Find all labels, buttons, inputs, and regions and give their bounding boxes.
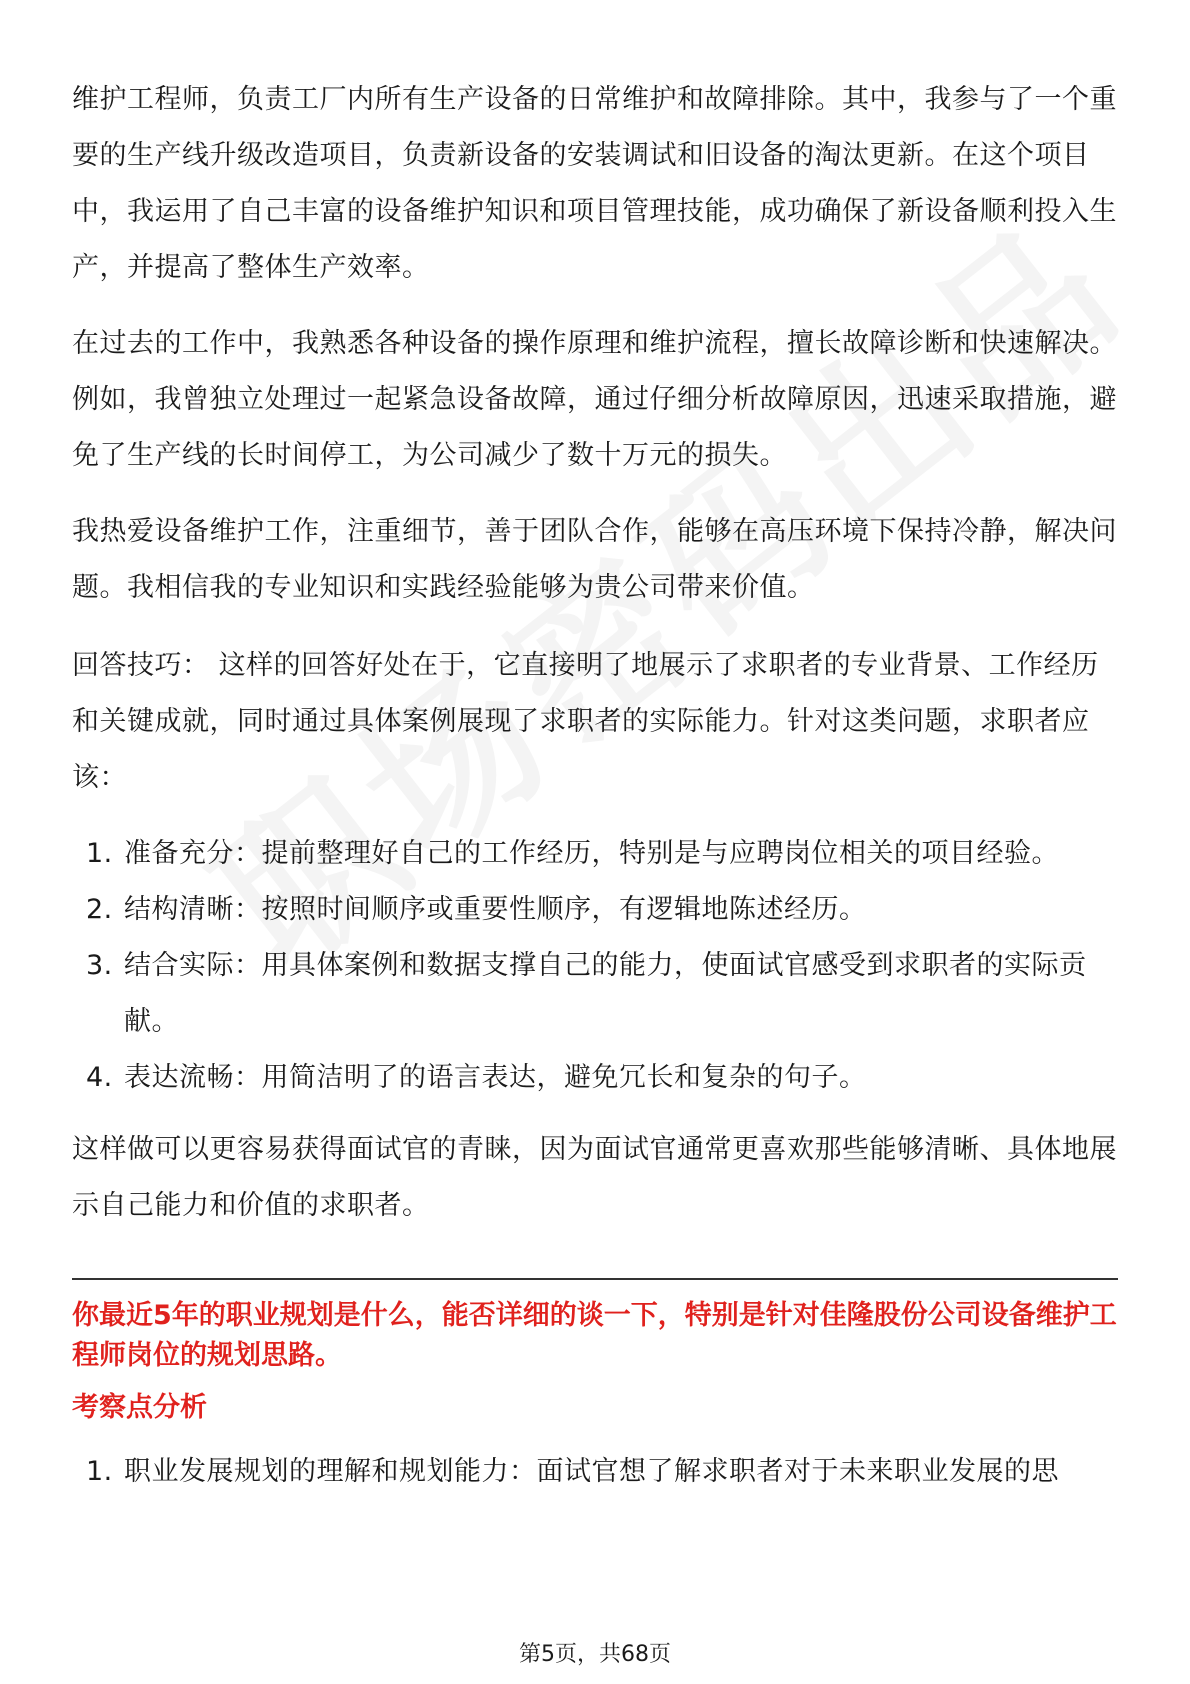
analysis-section-title bbox=[72, 1388, 1118, 1428]
section-title-text: 考察点分析 bbox=[72, 1392, 207, 1423]
list-item bbox=[72, 882, 1118, 938]
paragraph-text: 回答技巧： 这样的回答好处在于，它直接明了地展示了求职者的专业背景、工作经历和关键成就，同时通过具体案例展现了求职者的实际能力。针对这类问题，求职者应该： bbox=[72, 650, 1099, 793]
answer-paragraph-3 bbox=[72, 504, 1118, 616]
closing-paragraph bbox=[72, 1122, 1118, 1234]
list-number: 4. bbox=[86, 1062, 113, 1093]
paragraph-text: 这样做可以更容易获得面试官的青睐，因为面试官通常更喜欢那些能够清晰、具体地展示自己能力和价值的求职者。 bbox=[72, 1134, 1117, 1221]
cut-off-text bbox=[72, 0, 1118, 14]
paragraph-text: 我热爱设备维护工作，注重细节，善于团队合作，能够在高压环境下保持冷静，解决问题。我相信我的专业知识和实践经验能够为贵公司带来价值。 bbox=[72, 516, 1117, 603]
question-text: 你最近5年的职业规划是什么，能否详细的谈一下，特别是针对佳隆股份公司设备维护工程师岗位的规划思路。 bbox=[72, 1300, 1117, 1371]
tips-list bbox=[72, 826, 1118, 1106]
list-item-text: 职业发展规划的理解和规划能力：面试官想了解求职者对于未来职业发展的思 bbox=[124, 1456, 1059, 1487]
answer-paragraph-1 bbox=[72, 72, 1118, 296]
answer-paragraph-2 bbox=[72, 316, 1118, 484]
list-item-text: 准备充分：提前整理好自己的工作经历，特别是与应聘岗位相关的项目经验。 bbox=[124, 838, 1059, 869]
list-number: 3. bbox=[86, 950, 113, 981]
list-item-text: 表达流畅：用简洁明了的语言表达，避免冗长和复杂的句子。 bbox=[124, 1062, 867, 1093]
list-item-text: 结构清晰：按照时间顺序或重要性顺序，有逻辑地陈述经历。 bbox=[124, 894, 867, 925]
answer-tips-paragraph bbox=[72, 638, 1118, 806]
paragraph-text: 维护工程师，负责工厂内所有生产设备的日常维护和故障排除。其中，我参与了一个重要的生产线升级改造项目，负责新设备的安装调试和旧设备的淘汰更新。在这个项目中，我运用了自己丰富的设备维护知识和项目管理技能，成功确保了新设备顺利投入生产，并提高了整体生产效率。 bbox=[72, 84, 1117, 283]
analysis-list bbox=[72, 1444, 1118, 1500]
list-item-text: 结合实际：用具体案例和数据支撑自己的能力，使面试官感受到求职者的实际贡献。 bbox=[124, 950, 1087, 1037]
paragraph-text: 在过去的工作中，我熟悉各种设备的操作原理和维护流程，擅长故障诊断和快速解决。例如，我曾独立处理过一起紧急设备故障，通过仔细分析故障原因，迅速采取措施，避免了生产线的长时间停工，为公司减少了数十万元的损失。 bbox=[72, 328, 1117, 471]
cut-off-text-line bbox=[72, 0, 1118, 22]
page-footer: 第5页，共68页 bbox=[519, 1642, 671, 1667]
interview-question bbox=[72, 1296, 1118, 1376]
list-item bbox=[72, 826, 1118, 882]
list-number: 1. bbox=[86, 838, 113, 869]
section-divider bbox=[72, 1278, 1118, 1280]
list-number: 1. bbox=[86, 1456, 113, 1487]
list-item bbox=[72, 1050, 1118, 1106]
list-item bbox=[72, 1444, 1118, 1500]
list-number: 2. bbox=[86, 894, 113, 925]
list-item bbox=[72, 938, 1118, 1050]
